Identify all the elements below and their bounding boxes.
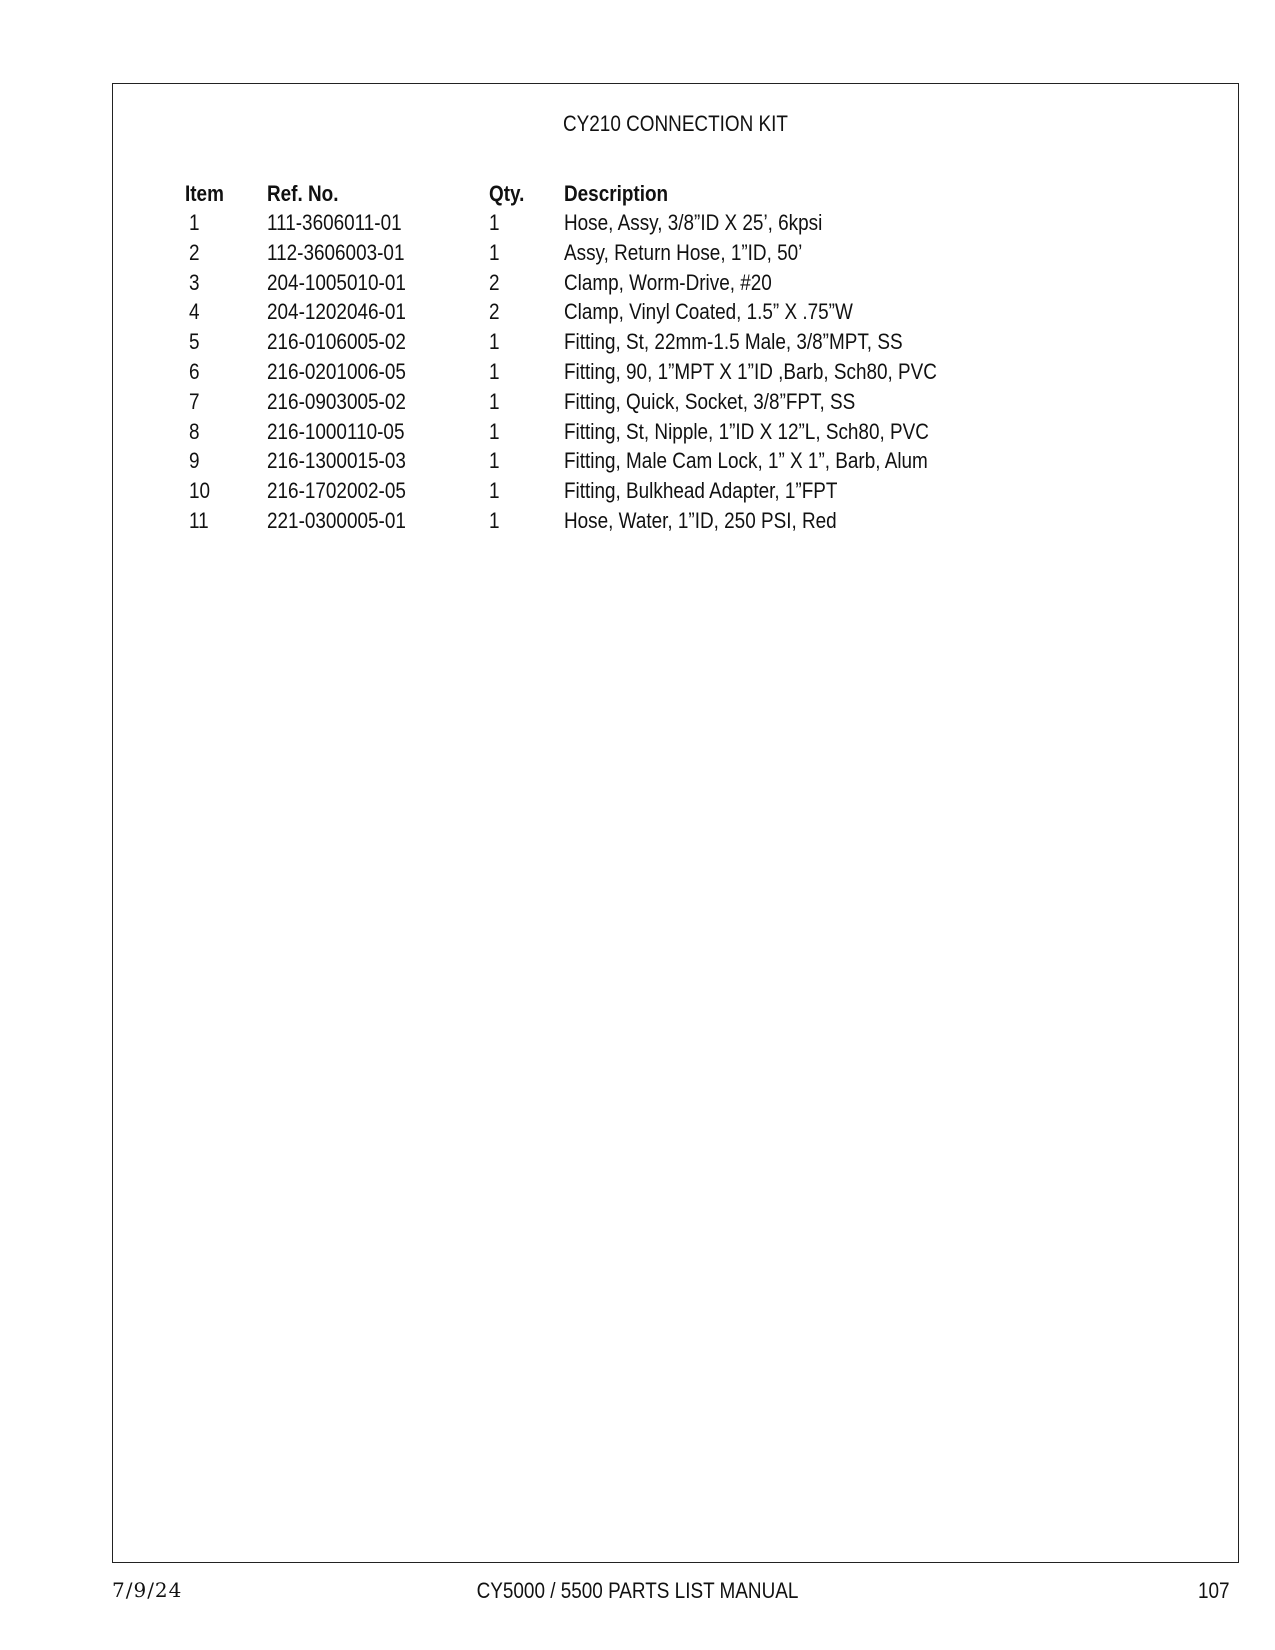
row-quantity: 2 (489, 269, 500, 295)
row-description: Fitting, St, Nipple, 1”ID X 12”L, Sch80, PVC (564, 418, 929, 444)
row-item-number: 10 (189, 478, 211, 504)
row-quantity: 1 (489, 210, 500, 235)
row-description: Clamp, Vinyl Coated, 1.5” X .75”W (564, 299, 853, 325)
row-item-number: 6 (189, 359, 200, 384)
column-header-qty: Qty. (489, 181, 525, 206)
row-ref-number: 112-3606003-01 (267, 239, 405, 265)
column-header-item: Item (185, 181, 224, 206)
row-item-number: 5 (189, 329, 200, 355)
row-item-number: 7 (189, 388, 200, 414)
row-ref-number: 216-1300015-03 (267, 448, 406, 474)
row-description: Hose, Assy, 3/8”ID X 25’, 6kpsi (564, 210, 823, 235)
row-quantity: 1 (489, 359, 500, 384)
row-description: Fitting, St, 22mm-1.5 Male, 3/8”MPT, SS (564, 329, 903, 355)
page-title: CY210 CONNECTION KIT (563, 111, 788, 136)
row-description: Fitting, Quick, Socket, 3/8”FPT, SS (564, 388, 856, 414)
row-quantity: 1 (489, 239, 500, 265)
row-ref-number: 204-1005010-01 (267, 269, 406, 295)
row-quantity: 1 (489, 418, 500, 444)
row-description: Fitting, Male Cam Lock, 1” X 1”, Barb, Alum (564, 448, 928, 474)
row-description: Assy, Return Hose, 1”ID, 50’ (564, 239, 803, 265)
row-ref-number: 216-0201006-05 (267, 359, 406, 384)
row-quantity: 1 (489, 388, 500, 414)
row-item-number: 4 (189, 299, 200, 325)
row-ref-number: 216-1702002-05 (267, 478, 406, 504)
row-item-number: 11 (189, 508, 209, 533)
row-ref-number: 216-1000110-05 (267, 418, 405, 444)
row-description: Fitting, 90, 1”MPT X 1”ID ,Barb, Sch80, PVC (564, 359, 937, 384)
row-ref-number: 204-1202046-01 (267, 299, 406, 325)
footer-page-number: 107 (1198, 1578, 1230, 1603)
row-ref-number: 216-0903005-02 (267, 388, 406, 414)
row-ref-number: 221-0300005-01 (267, 508, 406, 533)
column-header-description: Description (564, 181, 669, 206)
row-description: Hose, Water, 1”ID, 250 PSI, Red (564, 508, 837, 533)
row-quantity: 2 (489, 299, 500, 325)
row-quantity: 1 (489, 508, 500, 533)
row-item-number: 3 (189, 269, 200, 295)
row-item-number: 9 (189, 448, 200, 474)
row-item-number: 8 (189, 418, 200, 444)
footer-date: 7/9/24 (112, 1578, 183, 1602)
row-ref-number: 216-0106005-02 (267, 329, 406, 355)
column-header-ref: Ref. No. (267, 181, 339, 206)
footer-manual-title: CY5000 / 5500 PARTS LIST MANUAL (476, 1578, 799, 1603)
content-frame (112, 83, 1239, 1563)
row-item-number: 2 (189, 239, 200, 265)
row-item-number: 1 (189, 210, 200, 235)
row-description: Fitting, Bulkhead Adapter, 1”FPT (564, 478, 838, 504)
row-quantity: 1 (489, 478, 500, 504)
row-ref-number: 111-3606011-01 (267, 210, 402, 235)
row-quantity: 1 (489, 329, 500, 355)
row-quantity: 1 (489, 448, 500, 474)
row-description: Clamp, Worm-Drive, #20 (564, 269, 772, 295)
